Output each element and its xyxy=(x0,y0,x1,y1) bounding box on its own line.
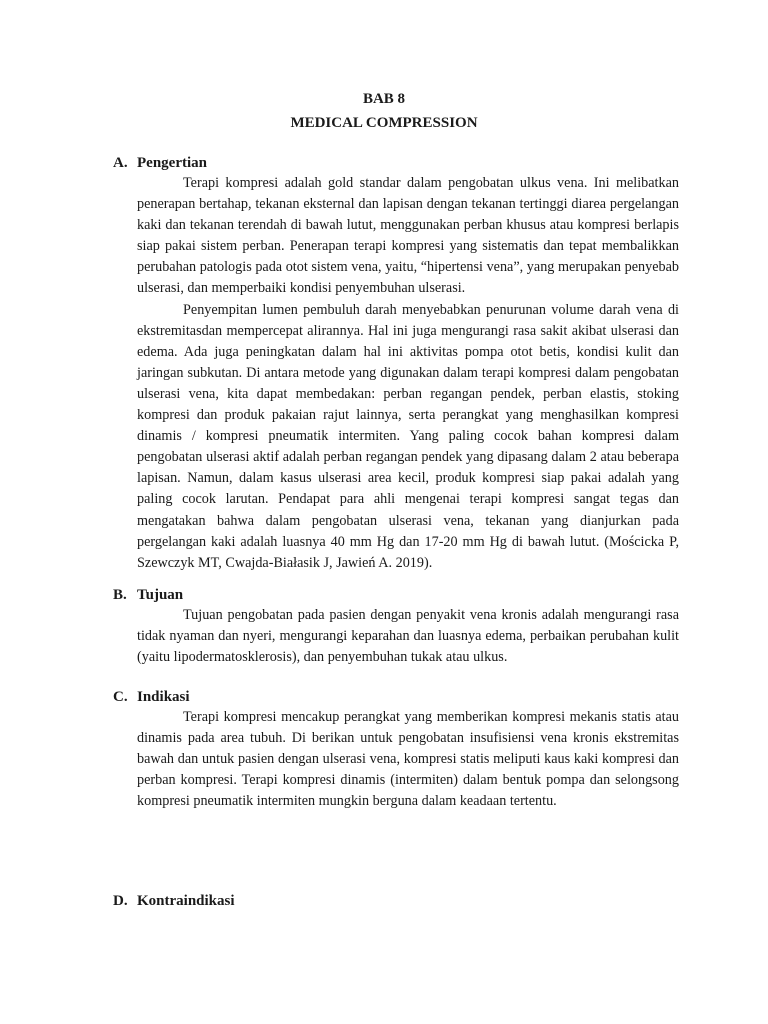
section-letter: C. xyxy=(113,689,128,705)
paragraph: Terapi kompresi mencakup perangkat yang memberikan kompresi mekanis statis atau dinamis pada area tubuh. Di berikan untuk pengobatan insufisiensi vena kronis ekstremitas bawah dan untuk pasien dengan ulserasi vena, kompresi statis meliputi kaus kaki kompresi dan perban kompresi. Terapi kompresi dinamis (intermiten) dalam bentuk pompa dan selongsong kompresi pneumatik intermiten mungkin berguna dalam keadaan tertentu. xyxy=(137,709,679,810)
section-body xyxy=(137,173,679,574)
section-heading xyxy=(113,585,679,605)
section-kontraindikasi xyxy=(113,891,679,911)
section-indikasi xyxy=(113,687,679,812)
section-letter: A. xyxy=(113,155,128,171)
chapter-number: BAB 8 xyxy=(362,91,406,107)
section-heading xyxy=(113,153,679,173)
paragraph: Tujuan pengobatan pada pasien dengan penyakit vena kronis adalah mengurangi rasa tidak nyaman dan nyeri, mengurangi keparahan dan luasnya edema, perbaikan perubahan kulit (yaitu lipodermatosklerosis), dan penyembuhan tukak atau ulkus. xyxy=(137,607,679,666)
chapter-title: MEDICAL COMPRESSION xyxy=(290,115,478,131)
section-title: Pengertian xyxy=(137,155,207,171)
paragraph: Penyempitan lumen pembuluh darah menyebabkan penurunan volume darah vena di ekstremitasdan mempercepat alirannya. Hal ini juga mengurangi rasa sakit akibat ulserasi dan edema. Ada juga peningkatan dalam hal ini aktivitas pompa otot betis, kondisi kulit dan jaringan subkutan. Di antara metode yang digunakan dalam terapi kompresi dalam pengobatan ulserasi vena, kita dapat membedakan: perban regangan pendek, perban elastis, stoking kompresi dan produk pakaian rajut lainnya, serta perangkat yang menghasilkan kompresi dinamis / kompresi pneumatik intermiten. Yang paling cocok bahan kompresi dalam pengobatan ulserasi aktif adalah perban regangan pendek yang dipasang dalam 2 atau beberapa lapisan. Namun, dalam kasus ulserasi area kecil, produk kompresi siap pakai adalah yang paling cocok larutan. Pendapat para ahli mengenai terapi kompresi sangat tegas dan mengatakan bahwa dalam pengobatan ulserasi vena, tekanan yang dianjurkan pada pergelangan kaki adalah luasnya 40 mm Hg dan 17-20 mm Hg di bawah lutut. (Mościcka P, Szewczyk MT, Cwajda-Białasik J, Jawień A. 2019). xyxy=(137,301,679,571)
section-letter: D. xyxy=(113,893,128,909)
section-pengertian xyxy=(113,153,679,574)
section-title: Indikasi xyxy=(137,689,190,705)
section-letter: B. xyxy=(113,587,127,603)
section-tujuan xyxy=(113,585,679,668)
section-title: Tujuan xyxy=(137,587,184,603)
section-body xyxy=(137,605,679,668)
section-title: Kontraindikasi xyxy=(137,893,235,909)
paragraph: Terapi kompresi adalah gold standar dalam pengobatan ulkus vena. Ini melibatkan penerapan bertahap, tekanan eksternal dan lapisan dengan tekanan tertinggi diarea pergelangan kaki dan tekanan terendah di bawah lutut, menggunakan perban khusus atau kompresi berlapis siap pakai sistem perban. Penerapan terapi kompresi yang sistematis dan tepat membalikkan perubahan patologis pada otot sistem vena, yaitu, “hipertensi vena”, yang merupakan penyebab ulserasi, dan memperbaiki kondisi penyembuhan ulserasi. xyxy=(137,175,679,297)
section-body xyxy=(137,707,679,812)
section-heading xyxy=(113,891,679,911)
section-heading xyxy=(113,687,679,707)
